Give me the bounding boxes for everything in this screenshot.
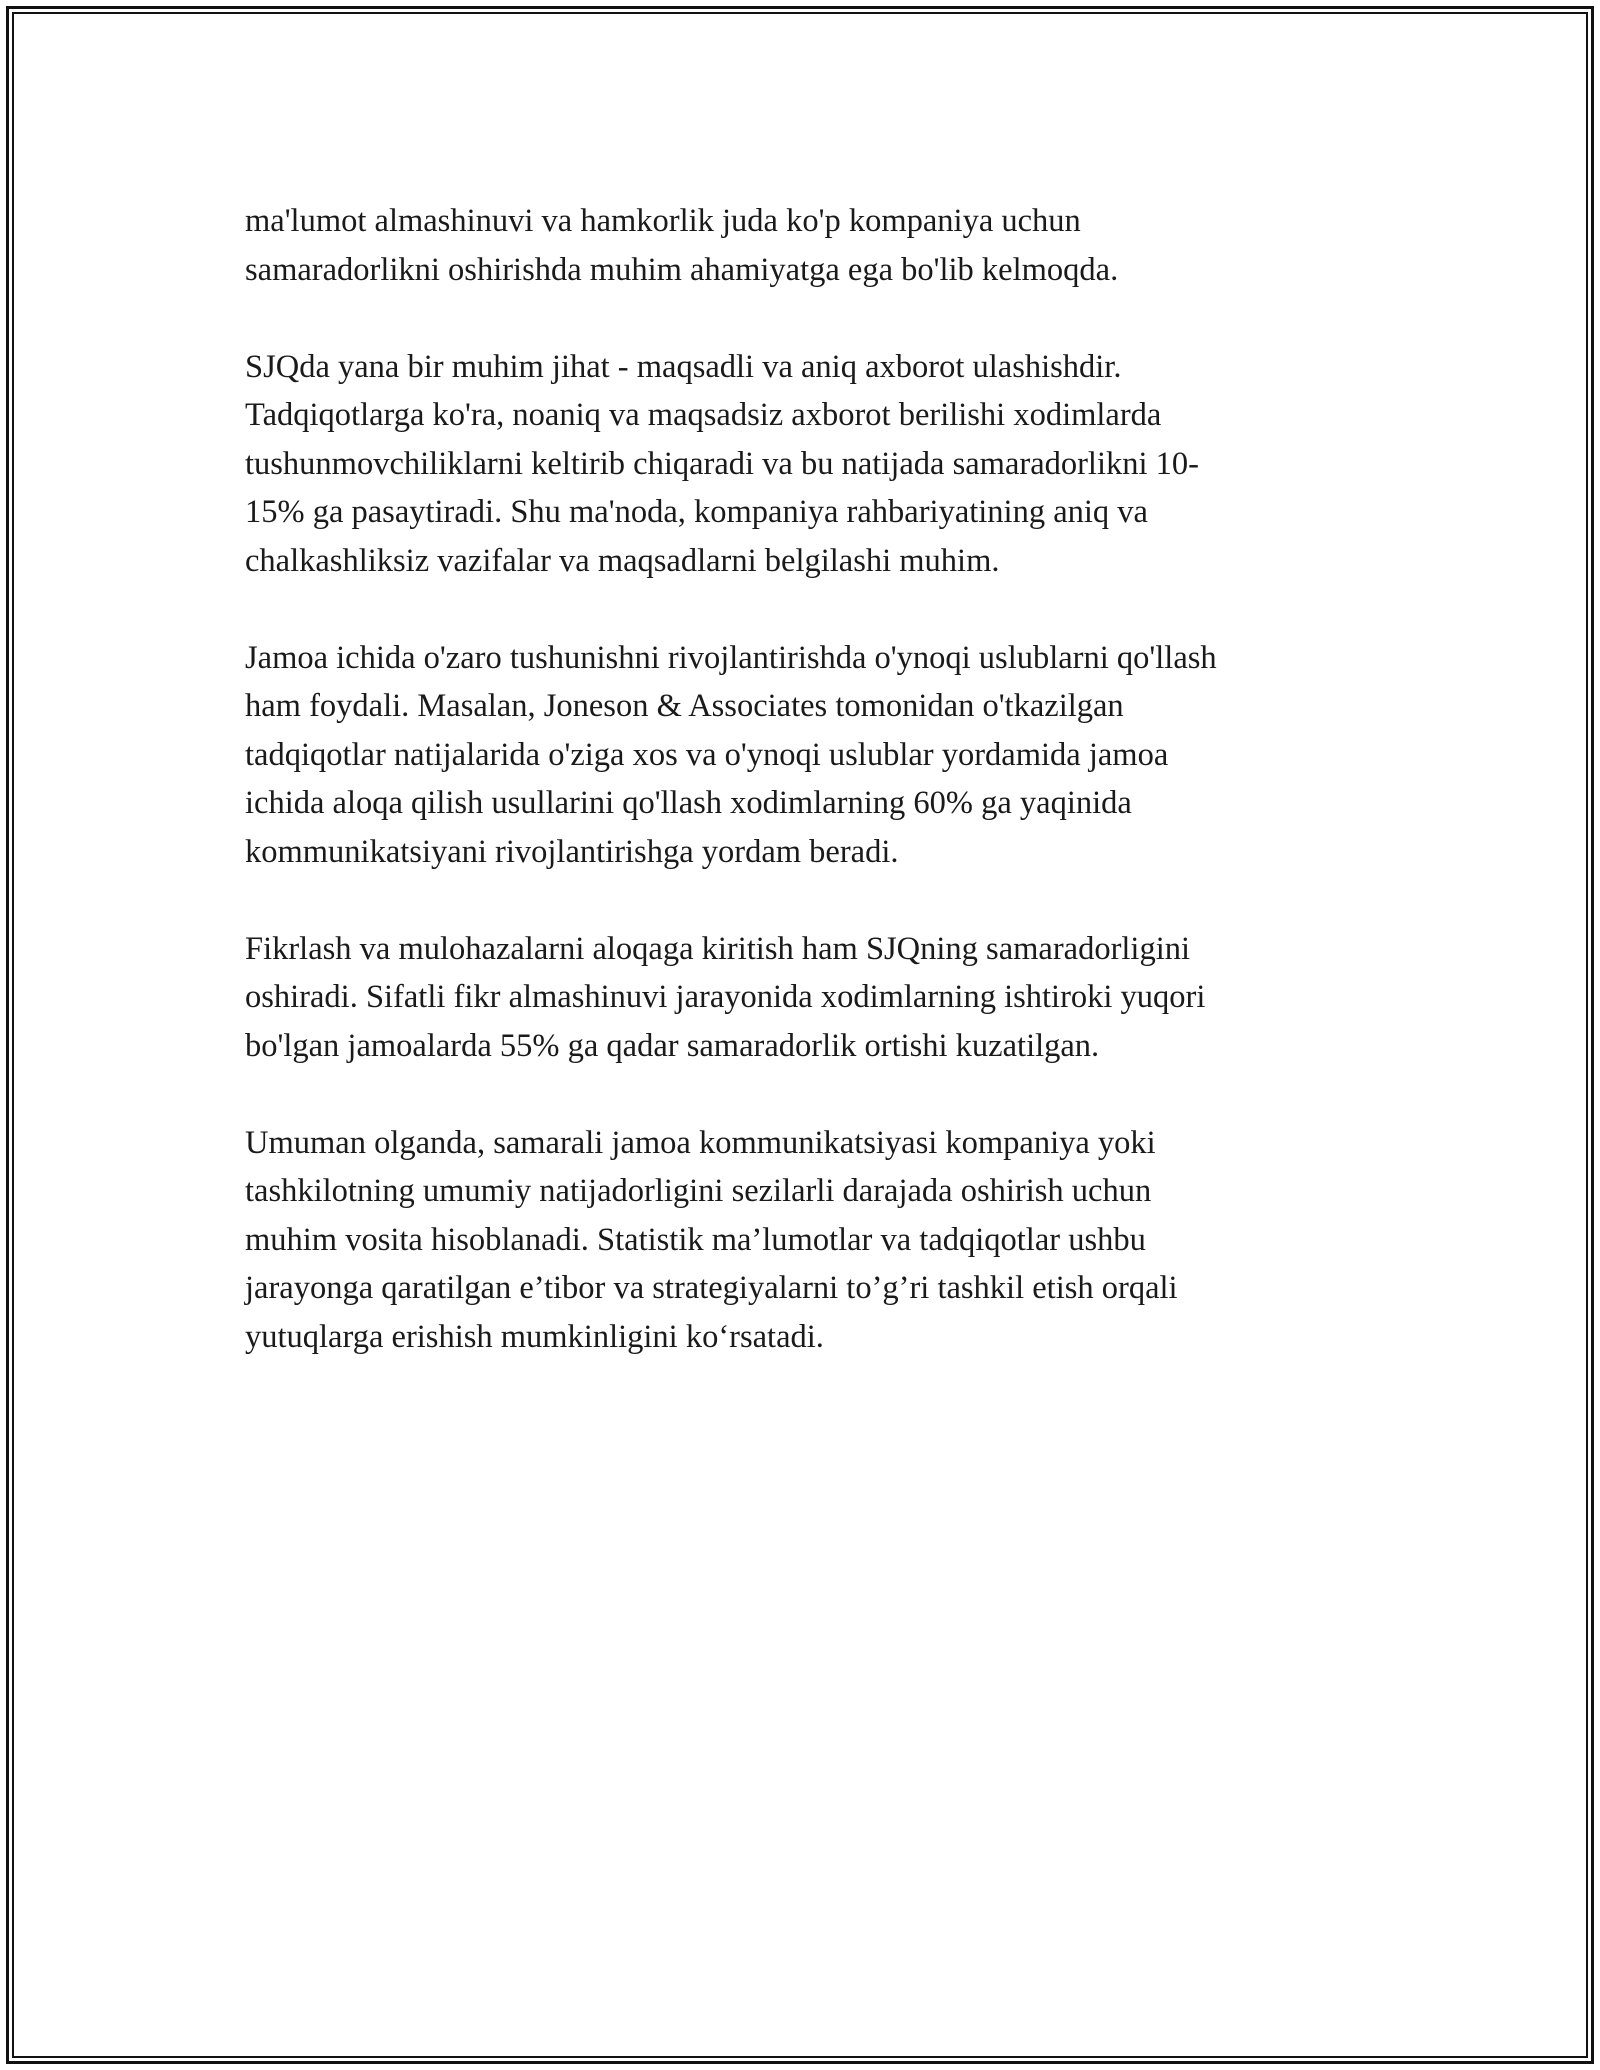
paragraph-4: Fikrlash va mulohazalarni aloqaga kiritish ham SJQning samaradorligini oshiradi. Sifatli fikr almashinuvi jarayonida xodimlarning ishtiroki yuqori bo'lgan jamoalarda 55% ga qadar samaradorlik ortishi kuzatilgan. bbox=[245, 930, 1206, 1064]
paragraph-2: SJQda yana bir muhim jihat - maqsadli va aniq axborot ulashishdir. Tadqiqotlarga ko'ra, noaniq va maqsadsiz axborot berilishi xodimlarda tushunmovchiliklarni keltirib chiqaradi va bu natijada samaradorlikni 10- 15% ga pasaytiradi. Shu ma'noda, kompaniya rahbariyatining aniq va chalkashliksiz vazifalar va maqsadlarni belgilashi muhim. bbox=[245, 348, 1199, 579]
paragraph-3: Jamoa ichida o'zaro tushunishni rivojlantirishda o'ynoqi uslublarni qo'llash ham foydali. Masalan, Joneson & Associates tomonidan o'tkazilgan tadqiqotlar natijalarida o'ziga xos va o'ynoqi uslublar yordamida jamoa ichida aloqa qilish usullarini qo'llash xodimlarning 60% ga yaqinida kommunikatsiyani rivojlantirishga yordam beradi. bbox=[245, 639, 1217, 870]
paragraph-5: Umuman olganda, samarali jamoa kommunikatsiyasi kompaniya yoki tashkilotning umumiy natijadorligini sezilarli darajada oshirish uchun muhim vosita hisoblanadi. Statistik ma’lumotlar va tadqiqotlar ushbu jarayonga qaratilgan e’tibor va strategiyalarni to’g’ri tashkil etish orqali yutuqlarga erishish mumkinligini ko‘rsatadi. bbox=[245, 1124, 1178, 1355]
paragraph-1: ma'lumot almashinuvi va hamkorlik juda ko'p kompaniya uchun samaradorlikni oshirishda muhim ahamiyatga ega bo'lib kelmoqda. bbox=[245, 203, 1119, 288]
document-body bbox=[245, 197, 1375, 1410]
page-border bbox=[6, 6, 1594, 2064]
